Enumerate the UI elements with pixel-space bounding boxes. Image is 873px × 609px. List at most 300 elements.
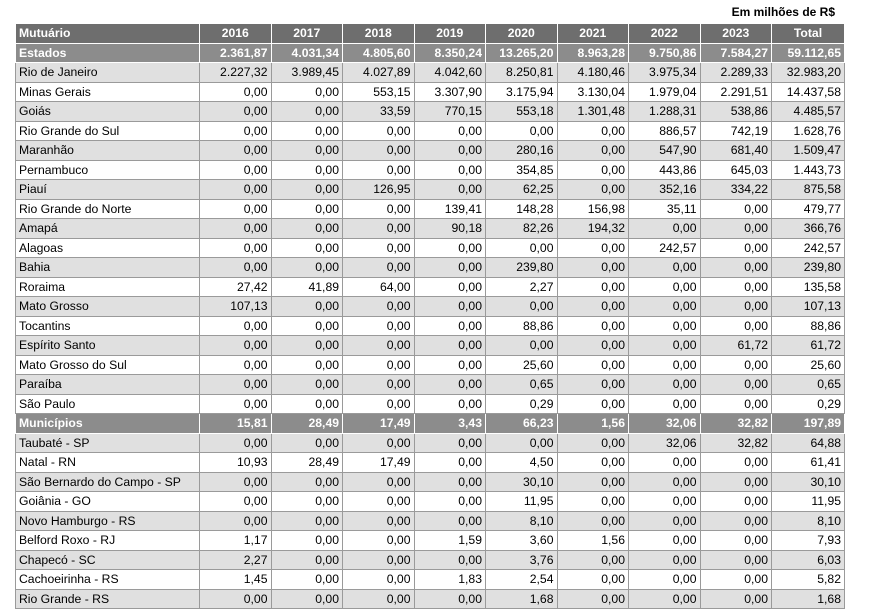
year-value-cell: 0,00 — [343, 297, 415, 317]
year-value-cell: 0,00 — [343, 238, 415, 258]
header-2018: 2018 — [343, 24, 415, 44]
year-value-cell: 0,00 — [414, 316, 486, 336]
borrower-cell: Natal - RN — [16, 453, 200, 473]
borrower-cell: Rio Grande do Sul — [16, 121, 200, 141]
year-value-cell: 35,11 — [629, 199, 701, 219]
borrower-cell: Novo Hamburgo - RS — [16, 511, 200, 531]
year-value-cell: 0,00 — [200, 160, 272, 180]
total-cell: 30,10 — [772, 472, 845, 492]
year-value-cell: 0,00 — [271, 258, 343, 278]
year-value-cell: 0,00 — [486, 238, 558, 258]
table-row — [16, 589, 845, 609]
borrower-cell: Rio Grande do Norte — [16, 199, 200, 219]
year-value-cell: 0,00 — [200, 511, 272, 531]
year-value-cell: 15,81 — [200, 414, 272, 434]
year-value-cell: 0,00 — [700, 258, 772, 278]
year-value-cell: 0,00 — [700, 492, 772, 512]
year-value-cell: 0,00 — [557, 238, 629, 258]
total-cell: 1,68 — [772, 589, 845, 609]
total-cell: 875,58 — [772, 180, 845, 200]
year-value-cell: 0,00 — [271, 297, 343, 317]
table-row — [16, 63, 845, 83]
table-row — [16, 433, 845, 453]
borrower-cell: São Bernardo do Campo - SP — [16, 472, 200, 492]
year-value-cell: 547,90 — [629, 141, 701, 161]
total-cell: 11,95 — [772, 492, 845, 512]
year-value-cell: 0,00 — [557, 316, 629, 336]
table-row — [16, 82, 845, 102]
header-borrower: Mutuário — [16, 24, 200, 44]
year-value-cell: 0,00 — [271, 82, 343, 102]
total-cell: 242,57 — [772, 238, 845, 258]
year-value-cell: 0,00 — [700, 589, 772, 609]
year-value-cell: 0,00 — [629, 277, 701, 297]
year-value-cell: 0,00 — [700, 219, 772, 239]
table-row — [16, 141, 845, 161]
year-value-cell: 0,00 — [414, 277, 486, 297]
year-value-cell: 0,00 — [200, 199, 272, 219]
year-value-cell: 0,00 — [486, 297, 558, 317]
year-value-cell: 62,25 — [486, 180, 558, 200]
borrower-cell: Municípios — [16, 414, 200, 434]
total-cell: 1.628,76 — [772, 121, 845, 141]
year-value-cell: 0,00 — [414, 160, 486, 180]
year-value-cell: 0,00 — [629, 394, 701, 414]
year-value-cell: 7.584,27 — [700, 43, 772, 63]
year-value-cell: 0,00 — [557, 375, 629, 395]
year-value-cell: 0,00 — [557, 570, 629, 590]
year-value-cell: 0,00 — [629, 570, 701, 590]
year-value-cell: 41,89 — [271, 277, 343, 297]
year-value-cell: 0,00 — [629, 531, 701, 551]
year-value-cell: 2.361,87 — [200, 43, 272, 63]
year-value-cell: 0,00 — [414, 453, 486, 473]
year-value-cell: 28,49 — [271, 453, 343, 473]
year-value-cell: 11,95 — [486, 492, 558, 512]
year-value-cell: 538,86 — [700, 102, 772, 122]
year-value-cell: 27,42 — [200, 277, 272, 297]
table-row — [16, 472, 845, 492]
table-row — [16, 277, 845, 297]
borrower-cell: Paraíba — [16, 375, 200, 395]
year-value-cell: 0,00 — [343, 355, 415, 375]
year-value-cell: 3.989,45 — [271, 63, 343, 83]
year-value-cell: 0,00 — [200, 141, 272, 161]
year-value-cell: 334,22 — [700, 180, 772, 200]
year-value-cell: 0,00 — [629, 375, 701, 395]
table-row — [16, 492, 845, 512]
year-value-cell: 0,00 — [700, 550, 772, 570]
header-2020: 2020 — [486, 24, 558, 44]
total-cell: 239,80 — [772, 258, 845, 278]
year-value-cell: 0,00 — [557, 355, 629, 375]
year-value-cell: 0,00 — [414, 472, 486, 492]
year-value-cell: 354,85 — [486, 160, 558, 180]
year-value-cell: 0,00 — [557, 394, 629, 414]
year-value-cell: 0,00 — [557, 141, 629, 161]
year-value-cell: 0,00 — [700, 472, 772, 492]
year-value-cell: 0,00 — [271, 102, 343, 122]
year-value-cell: 0,00 — [629, 355, 701, 375]
year-value-cell: 4.031,34 — [271, 43, 343, 63]
year-value-cell: 770,15 — [414, 102, 486, 122]
year-value-cell: 3.307,90 — [414, 82, 486, 102]
table-row — [16, 336, 845, 356]
year-value-cell: 13.265,20 — [486, 43, 558, 63]
total-cell: 4.485,57 — [772, 102, 845, 122]
table-row — [16, 570, 845, 590]
year-value-cell: 0,00 — [271, 180, 343, 200]
year-value-cell: 0,00 — [414, 258, 486, 278]
year-value-cell: 1,83 — [414, 570, 486, 590]
total-cell: 88,86 — [772, 316, 845, 336]
table-row — [16, 550, 845, 570]
borrower-cell: Espírito Santo — [16, 336, 200, 356]
year-value-cell: 0,00 — [200, 375, 272, 395]
year-value-cell: 0,00 — [557, 277, 629, 297]
year-value-cell: 0,00 — [343, 511, 415, 531]
table-row — [16, 160, 845, 180]
year-value-cell: 0,00 — [271, 199, 343, 219]
year-value-cell: 1,56 — [557, 531, 629, 551]
year-value-cell: 0,00 — [200, 316, 272, 336]
total-cell: 1.443,73 — [772, 160, 845, 180]
year-value-cell: 32,82 — [700, 433, 772, 453]
year-value-cell: 17,49 — [343, 453, 415, 473]
year-value-cell: 0,00 — [271, 472, 343, 492]
year-value-cell: 742,19 — [700, 121, 772, 141]
year-value-cell: 3,60 — [486, 531, 558, 551]
year-value-cell: 139,41 — [414, 199, 486, 219]
year-value-cell: 30,10 — [486, 472, 558, 492]
year-value-cell: 0,00 — [700, 394, 772, 414]
year-value-cell: 8.350,24 — [414, 43, 486, 63]
year-value-cell: 0,00 — [343, 492, 415, 512]
year-value-cell: 107,13 — [200, 297, 272, 317]
group-total-row — [16, 414, 845, 434]
year-value-cell: 0,00 — [700, 238, 772, 258]
year-value-cell: 0,00 — [271, 570, 343, 590]
year-value-cell: 0,00 — [200, 336, 272, 356]
year-value-cell: 126,95 — [343, 180, 415, 200]
year-value-cell: 2,27 — [486, 277, 558, 297]
year-value-cell: 0,00 — [414, 336, 486, 356]
year-value-cell: 0,00 — [557, 433, 629, 453]
year-value-cell: 443,86 — [629, 160, 701, 180]
header-2022: 2022 — [629, 24, 701, 44]
total-cell: 32.983,20 — [772, 63, 845, 83]
year-value-cell: 3,76 — [486, 550, 558, 570]
table-row — [16, 102, 845, 122]
year-value-cell: 1,45 — [200, 570, 272, 590]
header-total: Total — [772, 24, 845, 44]
year-value-cell: 0,00 — [343, 336, 415, 356]
year-value-cell: 0,00 — [343, 121, 415, 141]
total-cell: 25,60 — [772, 355, 845, 375]
year-value-cell: 0,00 — [629, 219, 701, 239]
year-value-cell: 0,00 — [343, 219, 415, 239]
borrower-cell: Taubaté - SP — [16, 433, 200, 453]
year-value-cell: 0,00 — [414, 550, 486, 570]
year-value-cell: 0,00 — [200, 472, 272, 492]
header-row — [16, 24, 845, 44]
year-value-cell: 90,18 — [414, 219, 486, 239]
year-value-cell: 0,00 — [700, 375, 772, 395]
units-label: Em milhões de R$ — [731, 5, 835, 19]
borrower-cell: Rio Grande - RS — [16, 589, 200, 609]
year-value-cell: 0,00 — [700, 511, 772, 531]
year-value-cell: 0,00 — [200, 102, 272, 122]
year-value-cell: 0,00 — [343, 141, 415, 161]
group-total-row — [16, 43, 845, 63]
year-value-cell: 0,00 — [271, 355, 343, 375]
year-value-cell: 242,57 — [629, 238, 701, 258]
year-value-cell: 553,15 — [343, 82, 415, 102]
year-value-cell: 0,00 — [700, 531, 772, 551]
year-value-cell: 3.175,94 — [486, 82, 558, 102]
year-value-cell: 0,00 — [700, 297, 772, 317]
year-value-cell: 0,00 — [629, 316, 701, 336]
borrower-cell: Estados — [16, 43, 200, 63]
year-value-cell: 156,98 — [557, 199, 629, 219]
year-value-cell: 0,00 — [343, 570, 415, 590]
year-value-cell: 0,00 — [700, 199, 772, 219]
borrower-cell: Alagoas — [16, 238, 200, 258]
year-value-cell: 0,00 — [486, 433, 558, 453]
year-value-cell: 0,00 — [343, 199, 415, 219]
year-value-cell: 0,00 — [271, 316, 343, 336]
year-value-cell: 194,32 — [557, 219, 629, 239]
year-value-cell: 645,03 — [700, 160, 772, 180]
year-value-cell: 0,65 — [486, 375, 558, 395]
table-row — [16, 238, 845, 258]
year-value-cell: 0,00 — [557, 453, 629, 473]
borrower-cell: Belford Roxo - RJ — [16, 531, 200, 551]
year-value-cell: 2.289,33 — [700, 63, 772, 83]
year-value-cell: 0,00 — [629, 297, 701, 317]
year-value-cell: 66,23 — [486, 414, 558, 434]
table-row — [16, 180, 845, 200]
table-row — [16, 511, 845, 531]
table-row — [16, 297, 845, 317]
table-row — [16, 121, 845, 141]
year-value-cell: 0,00 — [343, 394, 415, 414]
total-cell: 59.112,65 — [772, 43, 845, 63]
year-value-cell: 25,60 — [486, 355, 558, 375]
header-2021: 2021 — [557, 24, 629, 44]
year-value-cell: 0,00 — [629, 336, 701, 356]
year-value-cell: 0,00 — [414, 121, 486, 141]
year-value-cell: 0,00 — [200, 180, 272, 200]
year-value-cell: 0,00 — [557, 336, 629, 356]
year-value-cell: 0,00 — [271, 238, 343, 258]
year-value-cell: 553,18 — [486, 102, 558, 122]
year-value-cell: 0,00 — [557, 160, 629, 180]
header-2023: 2023 — [700, 24, 772, 44]
year-value-cell: 0,00 — [343, 472, 415, 492]
year-value-cell: 0,00 — [271, 511, 343, 531]
year-value-cell: 32,06 — [629, 414, 701, 434]
year-value-cell: 1.288,31 — [629, 102, 701, 122]
total-cell: 14.437,58 — [772, 82, 845, 102]
borrower-cell: Maranhão — [16, 141, 200, 161]
year-value-cell: 0,00 — [414, 355, 486, 375]
year-value-cell: 32,82 — [700, 414, 772, 434]
year-value-cell: 0,29 — [486, 394, 558, 414]
year-value-cell: 88,86 — [486, 316, 558, 336]
year-value-cell: 0,00 — [700, 570, 772, 590]
table-body — [16, 43, 845, 609]
year-value-cell: 0,00 — [271, 531, 343, 551]
year-value-cell: 0,00 — [200, 82, 272, 102]
year-value-cell: 0,00 — [200, 355, 272, 375]
year-value-cell: 0,00 — [557, 180, 629, 200]
header-2019: 2019 — [414, 24, 486, 44]
year-value-cell: 0,00 — [343, 258, 415, 278]
year-value-cell: 32,06 — [629, 433, 701, 453]
table-row — [16, 375, 845, 395]
table-row — [16, 219, 845, 239]
year-value-cell: 0,00 — [200, 492, 272, 512]
total-cell: 197,89 — [772, 414, 845, 434]
borrower-cell: Piauí — [16, 180, 200, 200]
header-2017: 2017 — [271, 24, 343, 44]
year-value-cell: 0,00 — [557, 297, 629, 317]
table-row — [16, 453, 845, 473]
year-value-cell: 886,57 — [629, 121, 701, 141]
year-value-cell: 0,00 — [557, 492, 629, 512]
year-value-cell: 0,00 — [629, 550, 701, 570]
year-value-cell: 0,00 — [200, 258, 272, 278]
total-cell: 7,93 — [772, 531, 845, 551]
borrower-cell: Cachoeirinha - RS — [16, 570, 200, 590]
table-row — [16, 258, 845, 278]
borrower-cell: Rio de Janeiro — [16, 63, 200, 83]
year-value-cell: 1,56 — [557, 414, 629, 434]
year-value-cell: 0,00 — [486, 121, 558, 141]
year-value-cell: 0,00 — [271, 219, 343, 239]
year-value-cell: 0,00 — [557, 589, 629, 609]
year-value-cell: 239,80 — [486, 258, 558, 278]
year-value-cell: 0,00 — [343, 375, 415, 395]
year-value-cell: 8,10 — [486, 511, 558, 531]
year-value-cell: 61,72 — [700, 336, 772, 356]
year-value-cell: 0,00 — [629, 453, 701, 473]
year-value-cell: 0,00 — [557, 550, 629, 570]
year-value-cell: 4.027,89 — [343, 63, 415, 83]
year-value-cell: 0,00 — [700, 277, 772, 297]
total-cell: 1.509,47 — [772, 141, 845, 161]
borrower-cell: Minas Gerais — [16, 82, 200, 102]
year-value-cell: 0,00 — [414, 141, 486, 161]
year-value-cell: 2.227,32 — [200, 63, 272, 83]
year-value-cell: 4.180,46 — [557, 63, 629, 83]
table-row — [16, 531, 845, 551]
year-value-cell: 0,00 — [343, 531, 415, 551]
total-cell: 107,13 — [772, 297, 845, 317]
year-value-cell: 0,00 — [200, 238, 272, 258]
total-cell: 61,72 — [772, 336, 845, 356]
year-value-cell: 1,59 — [414, 531, 486, 551]
total-cell: 479,77 — [772, 199, 845, 219]
year-value-cell: 0,00 — [414, 433, 486, 453]
borrower-cell: São Paulo — [16, 394, 200, 414]
year-value-cell: 9.750,86 — [629, 43, 701, 63]
year-value-cell: 0,00 — [629, 511, 701, 531]
total-cell: 0,29 — [772, 394, 845, 414]
year-value-cell: 0,00 — [414, 297, 486, 317]
year-value-cell: 0,00 — [271, 433, 343, 453]
year-value-cell: 3,43 — [414, 414, 486, 434]
table-row — [16, 316, 845, 336]
year-value-cell: 0,00 — [414, 589, 486, 609]
year-value-cell: 0,00 — [414, 238, 486, 258]
year-value-cell: 0,00 — [271, 375, 343, 395]
year-value-cell: 0,00 — [700, 355, 772, 375]
year-value-cell: 3.130,04 — [557, 82, 629, 102]
year-value-cell: 4,50 — [486, 453, 558, 473]
year-value-cell: 82,26 — [486, 219, 558, 239]
total-cell: 366,76 — [772, 219, 845, 239]
year-value-cell: 1,17 — [200, 531, 272, 551]
year-value-cell: 0,00 — [700, 316, 772, 336]
year-value-cell: 0,00 — [629, 492, 701, 512]
loans-table — [15, 23, 845, 609]
total-cell: 64,88 — [772, 433, 845, 453]
year-value-cell: 3.975,34 — [629, 63, 701, 83]
borrower-cell: Mato Grosso do Sul — [16, 355, 200, 375]
borrower-cell: Bahia — [16, 258, 200, 278]
year-value-cell: 8.250,81 — [486, 63, 558, 83]
total-cell: 61,41 — [772, 453, 845, 473]
year-value-cell: 8.963,28 — [557, 43, 629, 63]
year-value-cell: 0,00 — [271, 121, 343, 141]
total-cell: 5,82 — [772, 570, 845, 590]
year-value-cell: 0,00 — [271, 492, 343, 512]
year-value-cell: 10,93 — [200, 453, 272, 473]
year-value-cell: 0,00 — [414, 511, 486, 531]
total-cell: 135,58 — [772, 277, 845, 297]
borrower-cell: Pernambuco — [16, 160, 200, 180]
borrower-cell: Chapecó - SC — [16, 550, 200, 570]
year-value-cell: 2.291,51 — [700, 82, 772, 102]
year-value-cell: 0,00 — [343, 433, 415, 453]
year-value-cell: 0,00 — [414, 492, 486, 512]
borrower-cell: Tocantins — [16, 316, 200, 336]
year-value-cell: 1.301,48 — [557, 102, 629, 122]
year-value-cell: 1,68 — [486, 589, 558, 609]
year-value-cell: 0,00 — [343, 316, 415, 336]
year-value-cell: 0,00 — [414, 375, 486, 395]
year-value-cell: 0,00 — [271, 394, 343, 414]
year-value-cell: 0,00 — [271, 141, 343, 161]
year-value-cell: 0,00 — [557, 511, 629, 531]
year-value-cell: 0,00 — [414, 394, 486, 414]
year-value-cell: 352,16 — [629, 180, 701, 200]
year-value-cell: 0,00 — [271, 589, 343, 609]
year-value-cell: 148,28 — [486, 199, 558, 219]
year-value-cell: 0,00 — [343, 550, 415, 570]
year-value-cell: 0,00 — [700, 453, 772, 473]
table-row — [16, 199, 845, 219]
year-value-cell: 64,00 — [343, 277, 415, 297]
year-value-cell: 280,16 — [486, 141, 558, 161]
header-2016: 2016 — [200, 24, 272, 44]
year-value-cell: 0,00 — [557, 121, 629, 141]
year-value-cell: 0,00 — [271, 336, 343, 356]
year-value-cell: 0,00 — [629, 589, 701, 609]
year-value-cell: 0,00 — [343, 160, 415, 180]
